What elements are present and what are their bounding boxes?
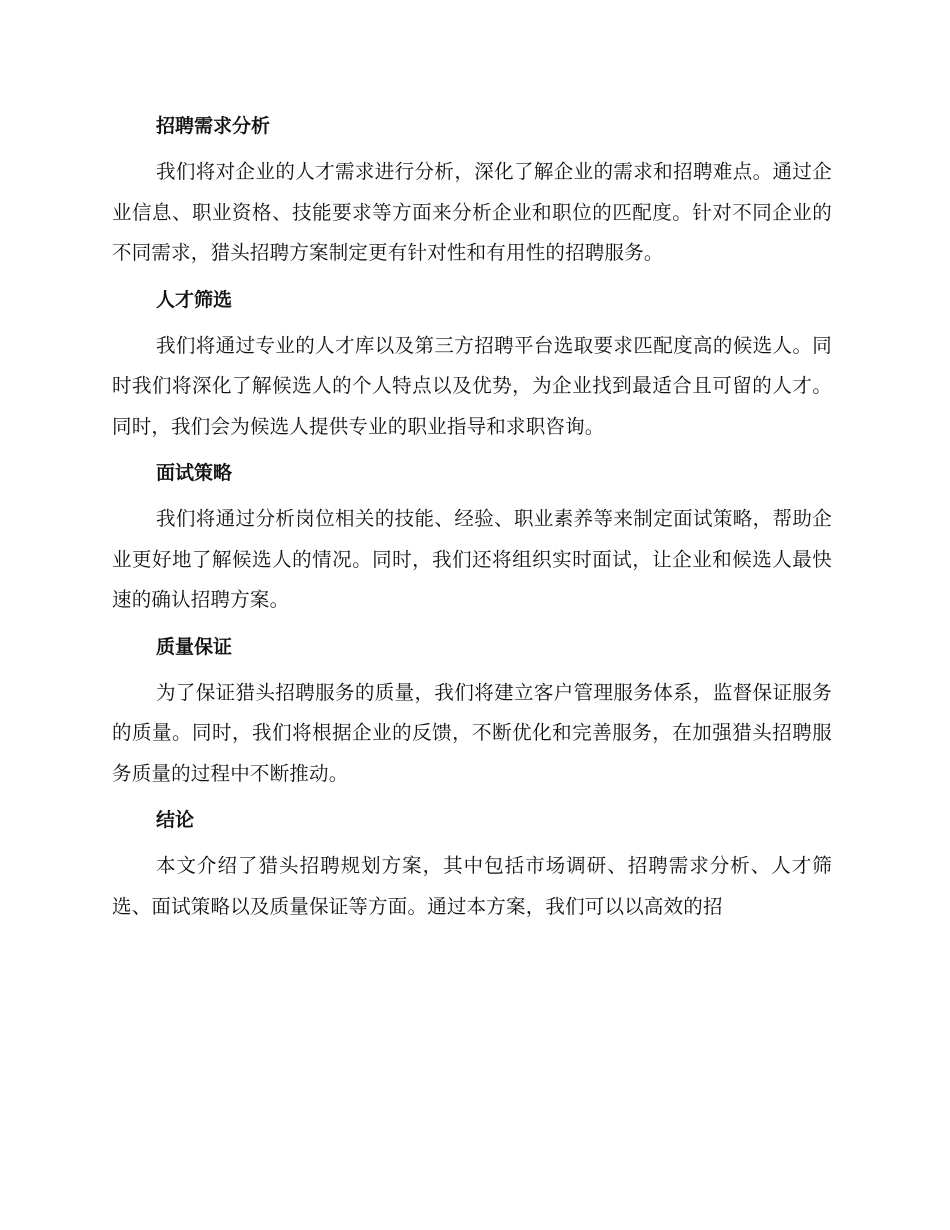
- document-content: [112, 108, 832, 935]
- section-talent-screening: [112, 282, 832, 448]
- section-heading: 招聘需求分析: [156, 115, 271, 137]
- section-heading: 人才筛选: [156, 288, 233, 311]
- section-quality-assurance: [112, 629, 832, 795]
- section-paragraph: 我们将通过分析岗位相关的技能、经验、职业素养等来制定面试策略，帮助企业更好地了解候选人的情况。同时，我们还将组织实时面试，让企业和候选人最快速的确认招聘方案。: [112, 507, 832, 611]
- section-paragraph: 我们将对企业的人才需求进行分析，深化了解企业的需求和招聘难点。通过企业信息、职业资格、技能要求等方面来分析企业和职位的匹配度。针对不同企业的不同需求，猎头招聘方案制定更有针对性和有用性的招聘服务。: [112, 160, 832, 264]
- section-heading: 结论: [156, 809, 195, 831]
- section-paragraph: 我们将通过专业的人才库以及第三方招聘平台选取要求匹配度高的候选人。同时我们将深化了解候选人的个人特点以及优势，为企业找到最适合且可留的人才。同时，我们会为候选人提供专业的职业指导和求职咨询。: [112, 333, 832, 438]
- section-heading: 质量保证: [156, 635, 233, 658]
- section-heading: 面试策略: [156, 462, 233, 484]
- section-paragraph: 为了保证猎头招聘服务的质量，我们将建立客户管理服务体系，监督保证服务的质量。同时，我们将根据企业的反馈，不断优化和完善服务，在加强猎头招聘服务质量的过程中不断推动。: [112, 680, 832, 785]
- section-conclusion: [112, 802, 832, 927]
- section-recruitment-needs: [112, 108, 832, 274]
- section-interview-strategy: [112, 455, 832, 621]
- section-paragraph: 本文介绍了猎头招聘规划方案，其中包括市场调研、招聘需求分析、人才筛选、面试策略以及质量保证等方面。通过本方案，我们可以以高效的招: [112, 854, 832, 918]
